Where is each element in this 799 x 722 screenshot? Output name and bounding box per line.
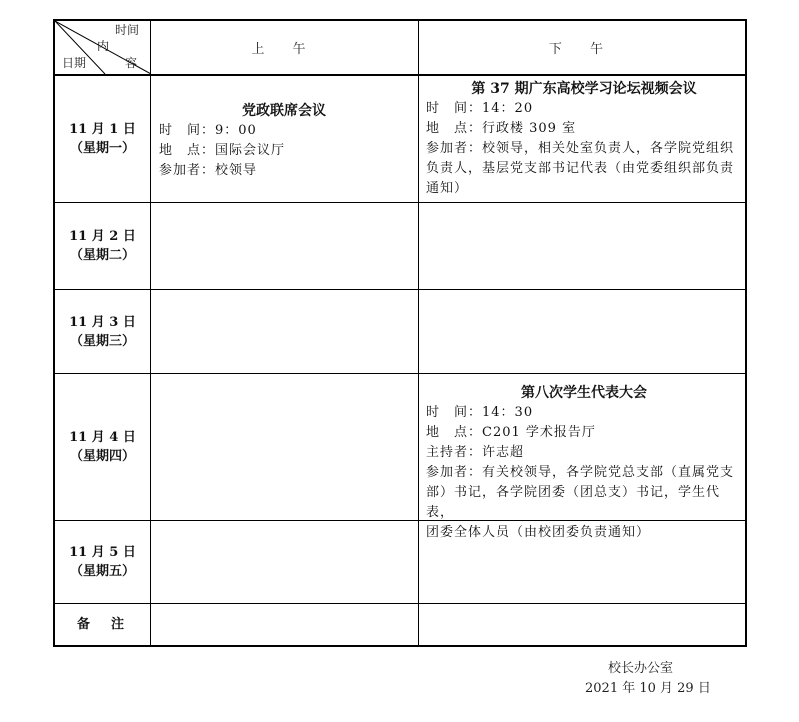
date-label: 11 月 2 日 <box>69 229 136 244</box>
event-attendees: 参加者：有关校领导，各学院党总支部（直属党支 <box>426 465 735 480</box>
col-divider-am-pm <box>418 21 419 645</box>
weekday-label: （星期二） <box>69 248 135 263</box>
row-divider <box>55 603 745 604</box>
event-attendees-cont: 通知） <box>426 181 469 196</box>
row-divider <box>55 202 745 203</box>
event-title: 第八次学生代表大会 <box>521 385 647 401</box>
event-time: 时 间：14：20 <box>426 101 534 116</box>
date-label: 11 月 1 日 <box>69 121 136 137</box>
event-attendees-cont: 部）书记，各学院团委（团总支）书记，学生代表， <box>426 485 721 520</box>
corner-time-label: 时间 <box>115 23 140 37</box>
row-divider <box>55 373 745 374</box>
schedule-table <box>53 19 747 647</box>
event-time: 时 间：9：00 <box>159 123 257 138</box>
corner-date-label: 日期 <box>62 56 87 70</box>
date-cell-wed <box>55 290 150 373</box>
weekday-label: （星期五） <box>69 564 135 579</box>
corner-content-label-1: 内 <box>97 39 110 53</box>
weekday-label: （星期四） <box>69 449 135 464</box>
header-divider <box>55 74 745 76</box>
remarks-label: 备 注 <box>76 617 128 632</box>
corner-content-label-2: 容 <box>125 56 138 70</box>
date-label: 11 月 4 日 <box>69 430 136 445</box>
header-afternoon-label: 下 午 <box>548 42 616 57</box>
event-attendees-cont: 负责人，基层党支部书记代表（由党委组织部负责 <box>426 161 735 176</box>
date-cell-thu <box>55 374 150 520</box>
event-attendees: 参加者：校领导 <box>159 163 258 178</box>
col-divider-date <box>150 21 151 645</box>
event-title: 党政联席会议 <box>242 103 326 119</box>
event-location: 地 点：C201 学术报告厅 <box>426 425 596 440</box>
weekday-label: （星期三） <box>69 333 135 349</box>
event-title: 第 37 期广东高校学习论坛视频会议 <box>471 81 697 97</box>
date-label: 11 月 5 日 <box>69 545 136 560</box>
morning-event-mon <box>159 101 409 181</box>
event-attendees-cont: 团委全体人员（由校团委负责通知） <box>426 525 651 540</box>
afternoon-event-mon <box>426 79 742 199</box>
header-morning <box>151 21 418 74</box>
event-location: 地 点：国际会议厅 <box>159 143 286 158</box>
date-cell-tue <box>55 203 150 289</box>
header-afternoon <box>419 21 745 74</box>
event-host: 主持者：许志超 <box>426 445 525 460</box>
footer-office: 校长办公室 <box>608 661 674 676</box>
weekday-label: （星期一） <box>69 140 135 156</box>
date-cell-mon <box>55 75 150 202</box>
header-morning-label: 上 午 <box>251 42 318 57</box>
date-label: 11 月 3 日 <box>69 314 136 330</box>
afternoon-event-thu <box>426 383 742 543</box>
footer-date: 2021 年 10 月 29 日 <box>585 681 711 696</box>
date-cell-fri <box>55 521 150 603</box>
event-attendees: 参加者：校领导，相关处室负责人，各学院党组织 <box>426 141 735 156</box>
row-divider <box>55 289 745 290</box>
event-time: 时 间：14：30 <box>426 405 534 420</box>
event-location: 地 点：行政楼 309 室 <box>426 121 577 136</box>
